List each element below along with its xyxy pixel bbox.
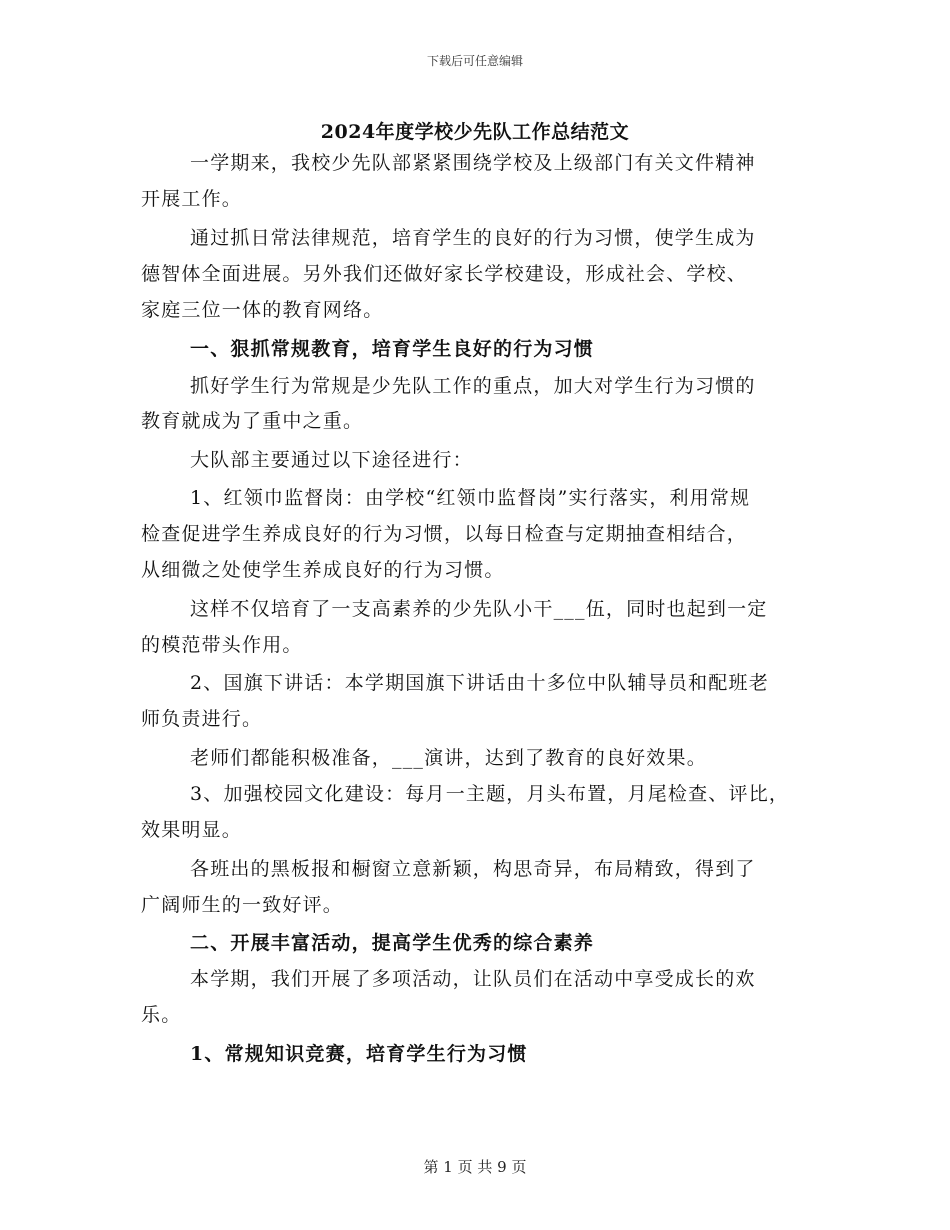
- paragraph-line: 开展工作。: [141, 188, 243, 210]
- paragraph-line: 3、加强校园文化建设：每月一主题，月头布置，月尾检查、评比，: [190, 783, 790, 805]
- paragraph-line: 1、红领巾监督岗：由学校“红领巾监督岗”实行落实，利用常规: [190, 487, 751, 509]
- page-number: 第 1 页 共 9 页: [423, 1158, 527, 1176]
- paragraph-line: 本学期，我们开展了多项活动，让队员们在活动中享受成长的欢: [190, 968, 756, 990]
- document-title: 2024年度学校少先队工作总结范文: [320, 121, 630, 143]
- paragraph-line: 家庭三位一体的教育网络。: [141, 299, 384, 321]
- paragraph-line: 2、国旗下讲话：本学期国旗下讲话由十多位中队辅导员和配班老: [190, 672, 769, 694]
- page-header-note: 下载后可任意编辑: [426, 54, 523, 68]
- paragraph-line: 这样不仅培育了一支高素养的少先队小干___伍，同时也起到一定: [190, 598, 768, 620]
- section-heading: 一、狠抓常规教育，培育学生良好的行为习惯: [190, 338, 595, 360]
- paragraph-line: 教育就成为了重中之重。: [141, 410, 364, 432]
- paragraph-line: 抓好学生行为常规是少先队工作的重点，加大对学生行为习惯的: [190, 375, 756, 397]
- paragraph-line: 检查促进学生养成良好的行为习惯，以每日检查与定期抽查相结合，: [141, 523, 748, 545]
- paragraph-line: 从细微之处使学生养成良好的行为习惯。: [141, 559, 505, 581]
- paragraph-line: 效果明显。: [141, 819, 243, 841]
- paragraph-line: 一学期来，我校少先队部紧紧围绕学校及上级部门有关文件精神: [190, 152, 756, 174]
- paragraph-line: 的模范带头作用。: [141, 634, 303, 656]
- paragraph-line: 通过抓日常法律规范，培育学生的良好的行为习惯，使学生成为: [190, 227, 756, 249]
- subsection-heading: 1、常规知识竞赛，培育学生行为习惯: [190, 1043, 528, 1065]
- paragraph-line: 老师们都能积极准备，___演讲，达到了教育的良好效果。: [190, 747, 707, 769]
- paragraph-line: 各班出的黑板报和橱窗立意新颖，构思奇异，布局精致，得到了: [190, 858, 756, 880]
- paragraph-line: 乐。: [141, 1004, 182, 1026]
- paragraph-line: 师负责进行。: [141, 708, 263, 730]
- paragraph-line: 德智体全面进展。另外我们还做好家长学校建设，形成社会、学校、: [141, 263, 748, 285]
- paragraph-line: 大队部主要通过以下途径进行：: [190, 449, 473, 471]
- paragraph-line: 广阔师生的一致好评。: [141, 894, 344, 916]
- section-heading: 二、开展丰富活动，提高学生优秀的综合素养: [190, 932, 595, 954]
